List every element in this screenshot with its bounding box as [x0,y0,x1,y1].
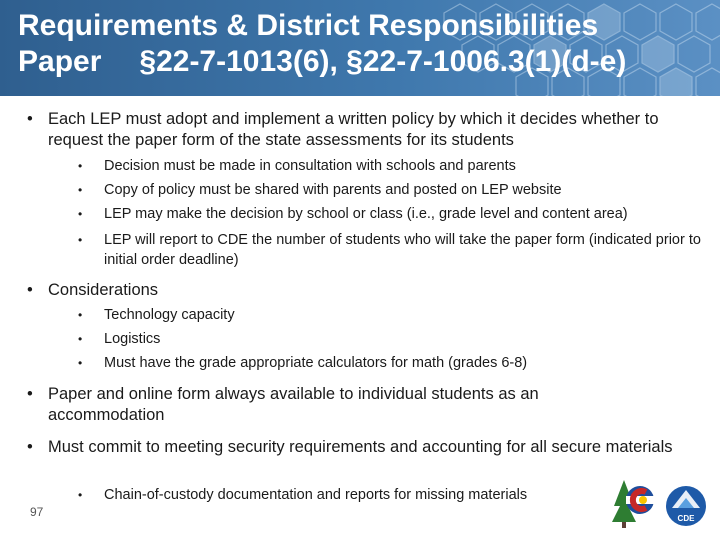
bullet-text: Each LEP must adopt and implement a written policy by which it decides whether to request the paper form of the state assessments for its students [48,110,659,149]
bullet-marker: • [27,281,33,299]
bullet-marker: • [27,110,33,128]
bullet-text: Considerations [48,281,159,299]
sub-bullet-text: LEP may make the decision by school or class (i.e., grade level and content area) [104,206,628,222]
sub-bullet-text: Must have the grade appropriate calculators for math (grades 6-8) [104,355,528,371]
bullet-marker: • [78,332,83,346]
sub-bullet-text: Technology capacity [104,307,235,323]
sub-bullet-text: LEP will report to CDE the number of students who will take the paper form (indicated prior to initial order deadline) [104,232,701,268]
bullet-marker: • [78,233,83,247]
page-number: 97 [30,505,44,519]
sub-bullet-text: Chain-of-custody documentation and reports for missing materials [104,487,528,503]
bullet-text: Must commit to meeting security requirements and accounting for all secure materials [48,438,673,456]
sub-bullet-item [78,351,704,375]
title-statute: §22-7-1013(6), §22-7-1006.3(1)(d-e) [139,45,627,78]
bullet-text: Paper and online form always available to individual students as an accommodation [48,385,539,424]
bullet-marker: • [27,438,33,456]
bullet-marker: • [27,385,33,403]
title-line-1: Requirements & District Responsibilities [18,9,599,42]
sub-bullet-item [78,154,704,178]
bullet-marker: • [78,308,83,322]
sub-bullet-item [78,303,704,327]
cde-logo-text: CDE [677,514,695,523]
bullet-item [27,384,608,426]
sub-bullet-item [78,327,704,351]
cde-logo-icon [666,486,706,526]
bullet-marker: • [78,207,83,221]
logos [610,476,718,532]
bullet-marker: • [78,159,83,173]
sub-bullet-text: Logistics [104,331,161,347]
sub-bullet-text: Copy of policy must be shared with parents and posted on LEP website [104,182,562,198]
colorado-flag-tree-icon [612,480,654,528]
bullet-item [27,437,688,458]
bullet-marker: • [78,183,83,197]
bullet-marker: • [78,356,83,370]
sub-bullet-item [78,202,704,226]
sub-bullet-item [78,230,704,270]
bullet-item [27,280,712,301]
bullet-marker: • [78,488,83,502]
sub-bullet-item [78,483,604,507]
sub-bullet-item [78,178,704,202]
title-paper: Paper [18,45,102,78]
bullet-item [27,109,712,151]
sub-bullet-text: Decision must be made in consultation with schools and parents [104,158,516,174]
